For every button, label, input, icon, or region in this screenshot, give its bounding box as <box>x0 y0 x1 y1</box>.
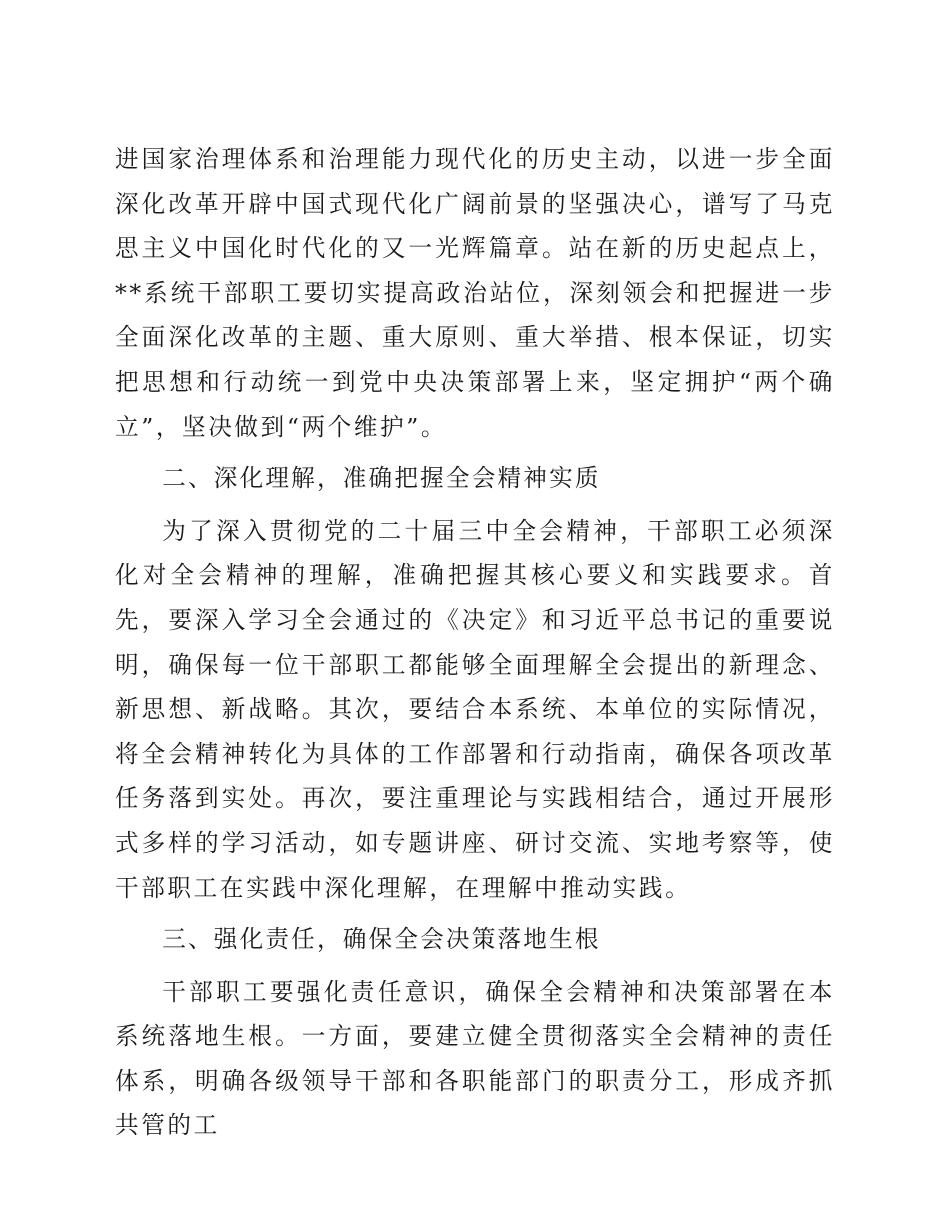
paragraph-section-2: 为了深入贯彻党的二十届三中全会精神，干部职工必须深化对全会精神的理解，准确把握其核心要义和实践要求。首先，要深入学习全会通过的《决定》和习近平总书记的重要说明，确保每一位干部职工都能够全面理解全会提出的新理念、新思想、新战略。其次，要结合本系统、本单位的实际情况，将全会精神转化为具体的工作部署和行动指南，确保各项改革任务落到实处。再次，要注重理论与实践相结合，通过开展形式多样的学习活动，如专题讲座、研讨交流、实地考察等，使干部职工在实践中深化理解，在理解中推动实践。 <box>115 516 835 902</box>
paragraph-intro-continuation: 进国家治理体系和治理能力现代化的历史主动，以进一步全面深化改革开辟中国式现代化广阔前景的坚强决心，谱写了马克思主义中国化时代化的又一光辉篇章。站在新的历史起点上，**系统干部职工要切实提高政治站位，深刻领会和把握进一步全面深化改革的主题、重大原则、重大举措、根本保证，切实把思想和行动统一到党中央决策部署上来，坚定拥护“两个确立”，坚决做到“两个维护”。 <box>115 145 835 441</box>
section-heading-3: 三、强化责任，确保全会决策落地生根 <box>162 925 601 954</box>
paragraph-section-3: 干部职工要强化责任意识，确保全会精神和决策部署在本系统落地生根。一方面，要建立健全贯彻落实全会精神的责任体系，明确各级领导干部和各职能部门的职责分工，形成齐抓共管的工 <box>115 977 835 1140</box>
section-heading-2: 二、深化理解，准确把握全会精神实质 <box>162 464 601 493</box>
document-body <box>115 137 835 1148</box>
